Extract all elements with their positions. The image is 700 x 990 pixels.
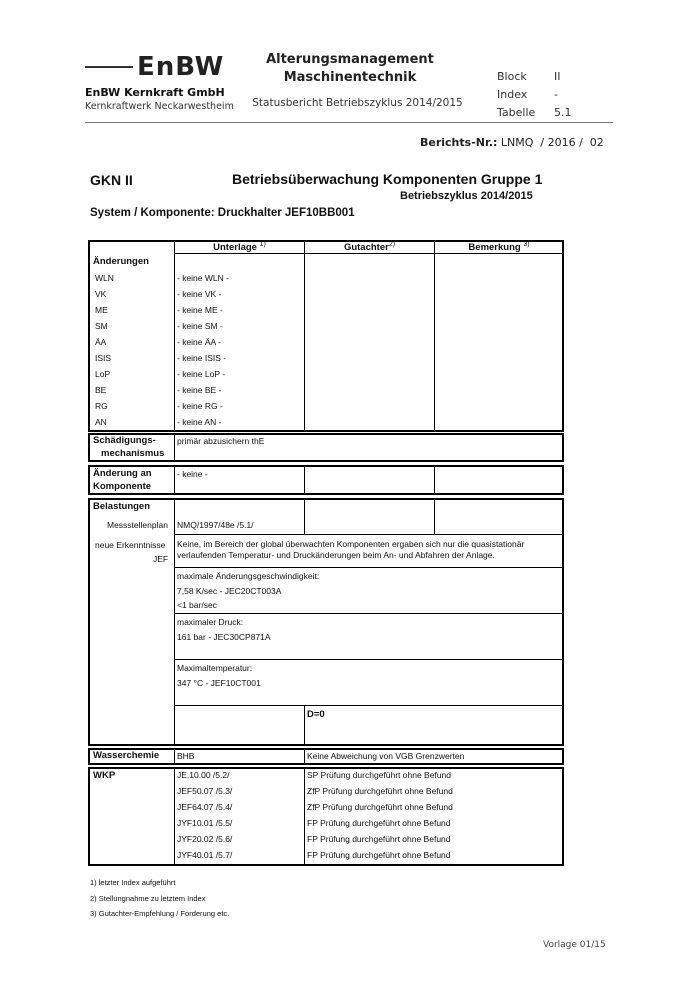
section-belastungen: Belastungen (93, 501, 151, 512)
damage-mechanism-value: primär abzusichern thE (177, 436, 265, 446)
document-title: Betriebsüberwachung Komponenten Gruppe 1 (232, 171, 543, 187)
wkp-doc: JYF10.01 /5.5/ (177, 818, 233, 828)
report-number (420, 136, 604, 149)
change-label: LoP (95, 369, 111, 379)
change-label: AN (95, 417, 107, 427)
component-change-block (88, 465, 564, 495)
change-value: - keine AN - (177, 417, 222, 427)
wkp-doc: JEF64.07 /5.4/ (177, 802, 233, 812)
change-value: - keine ÄA - (177, 337, 221, 347)
max-change-rate-value-1: 7,58 K/sec - JEC20CT003A (177, 586, 282, 596)
report-value: LNMQ / 2016 / 02 (500, 136, 604, 149)
max-change-rate-label: maximale Änderungsgeschwindigkeit: (177, 571, 320, 581)
wkp-note: FP Prüfung durchgeführt ohne Befund (307, 850, 451, 860)
footnote-2: 2) Stellungnahme zu letztem Index (90, 894, 206, 903)
change-label: ME (95, 305, 108, 315)
change-value: - keine RG - (177, 401, 223, 411)
status-report: Statusbericht Betriebszyklus 2014/2015 (252, 97, 463, 109)
meta-label-block: Block (497, 70, 527, 83)
component-change-value: - keine - (177, 469, 208, 479)
change-label: RG (95, 401, 108, 411)
footnote-3: 3) Gutachter-Empfehlung / Forderung etc. (90, 909, 230, 918)
change-value: - keine VK - (177, 289, 222, 299)
water-chemistry-label: Wasserchemie (93, 750, 160, 761)
footnote-1: 1) letzter Index aufgeführt (90, 878, 176, 887)
header-separator (85, 122, 613, 123)
company-name: EnBW Kernkraft GmbH (85, 86, 225, 99)
max-pressure-label: maximaler Druck: (177, 617, 244, 627)
column-header-unterlage: Unterlage $^{1)}$ (213, 241, 266, 254)
wkp-note: FP Prüfung durchgeführt ohne Befund (307, 818, 451, 828)
change-label: BE (95, 385, 107, 395)
plant-unit: GKN II (90, 172, 133, 188)
new-findings-text-2: verlaufenden Temperatur- und Druckänderungen beim An- und Abfahren der Anlage. (177, 550, 495, 560)
wkp-note: FP Prüfung durchgeführt ohne Befund (307, 834, 451, 844)
measurement-plan-label: Messstellenplan (107, 520, 168, 530)
wkp-doc: JYF20.02 /5.6/ (177, 834, 233, 844)
logo-line (85, 66, 133, 68)
wkp-note: ZfP Prüfung durchgeführt ohne Befund (307, 802, 453, 812)
d-value: D=0 (307, 709, 325, 720)
change-label: WLN (95, 273, 114, 283)
operating-cycle: Betriebszyklus 2014/2015 (400, 190, 533, 202)
enbw-logo: EnBW (137, 52, 225, 82)
change-value: - keine SM - (177, 321, 223, 331)
header-title-line2: Maschinentechnik (283, 70, 417, 85)
new-findings-text-1: Keine, im Bereich der global überwachten Komponenten ergaben sich nur die quasistationär (177, 539, 525, 549)
wkp-note: SP Prüfung durchgeführt ohne Befund (307, 770, 451, 780)
column-header-gutachter: Gutachter$^{2)}$ (343, 241, 396, 254)
header-title-line1: Alterungsmanagement (266, 52, 434, 67)
loads-block (88, 498, 564, 746)
wkp-doc: JE.10.00 /5.2/ (177, 770, 230, 780)
wkp-label: WKP (93, 770, 116, 781)
max-change-rate-value-2: <1 bar/sec (177, 600, 217, 610)
component-change-label-1: Änderung an (93, 468, 152, 479)
change-value: - keine ME - (177, 305, 223, 315)
max-temperature-value: 347 °C - JEF10CT001 (177, 678, 261, 688)
measurement-plan-value: NMQ/1997/48e /5.1/ (177, 520, 254, 530)
change-value: - keine ISIS - (177, 353, 227, 363)
wkp-doc: JEF50.07 /5.3/ (177, 786, 233, 796)
change-label: ISIS (95, 353, 112, 363)
component-change-label-2: Komponente (93, 481, 152, 492)
water-chemistry-note: Keine Abweichung von VGB Grenzwerten (307, 751, 465, 761)
meta-value-block: II (554, 70, 561, 83)
plant-name: Kernkraftwerk Neckarwestheim (85, 101, 234, 112)
report-label: Berichts-Nr.: (420, 136, 498, 149)
change-label: VK (95, 289, 107, 299)
section-aenderungen: Änderungen (93, 256, 149, 267)
damage-mechanism-label-1: Schädigungs- (93, 435, 156, 446)
water-chemistry-value: BHB (177, 751, 195, 761)
change-label: ÄA (95, 337, 107, 347)
meta-value-index: - (554, 88, 558, 101)
damage-mechanism-label-2: mechanismus (101, 448, 165, 459)
new-findings-label-1: neue Erkenntnisse (95, 540, 166, 550)
template-version: Vorlage 01/15 (543, 940, 606, 950)
new-findings-label-2: JEF (153, 554, 169, 564)
change-label: SM (95, 321, 108, 331)
wkp-note: ZfP Prüfung durchgeführt ohne Befund (307, 786, 453, 796)
changes-table-block (88, 240, 564, 432)
column-header-bemerkung: Bemerkung $^{3)}$ (468, 241, 530, 254)
max-temperature-label: Maximaltemperatur: (177, 663, 253, 673)
change-value: - keine WLN - (177, 273, 229, 283)
wkp-doc: JYF40.01 /5.7/ (177, 850, 233, 860)
meta-label-tabelle: Tabelle (497, 106, 536, 119)
max-pressure-value: 161 bar - JEC30CP871A (177, 632, 271, 642)
system-component: System / Komponente: Druckhalter JEF10BB001 (90, 207, 355, 219)
change-value: - keine LoP - (177, 369, 226, 379)
meta-value-tabelle: 5.1 (554, 106, 572, 119)
meta-label-index: Index (497, 88, 528, 101)
change-value: - keine BE - (177, 385, 222, 395)
